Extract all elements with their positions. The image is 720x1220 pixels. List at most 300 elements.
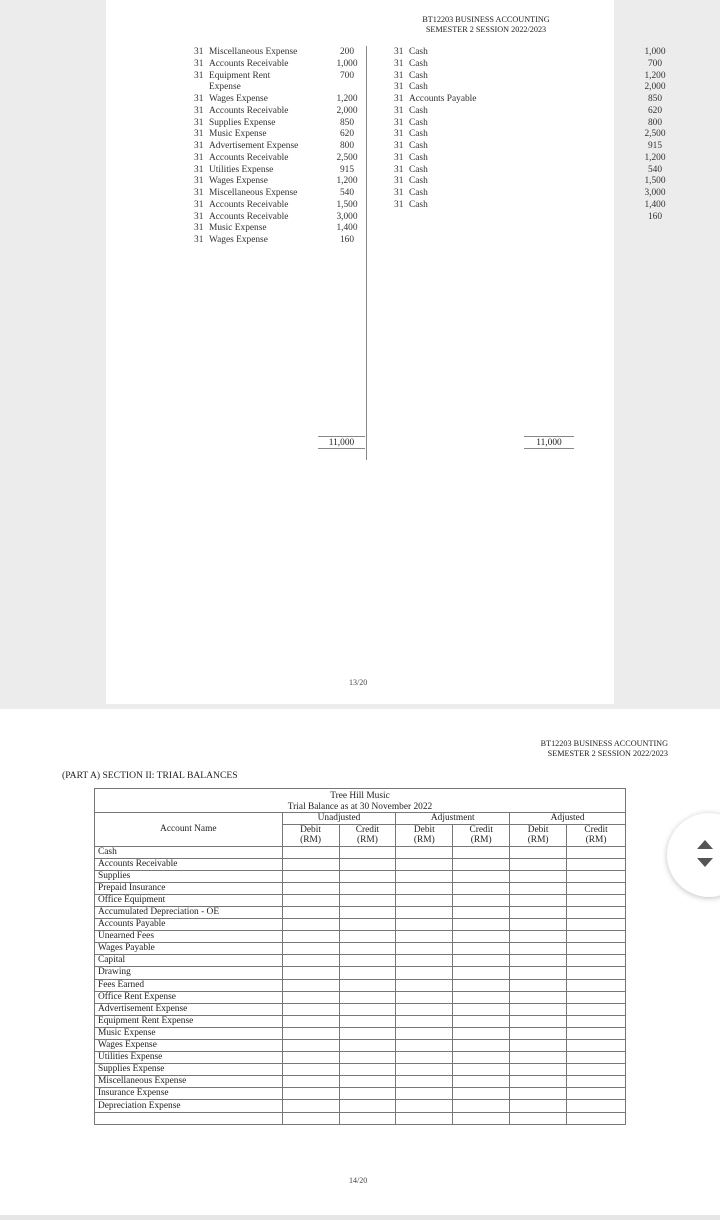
amount-cell[interactable]	[453, 906, 510, 918]
amount-cell[interactable]	[396, 967, 453, 979]
amount-cell[interactable]	[282, 870, 339, 882]
header-session: SEMESTER 2 SESSION 2022/2023	[425, 25, 547, 34]
table-row	[95, 1027, 626, 1039]
amount-cell[interactable]	[339, 943, 396, 955]
amount-cell[interactable]	[282, 1112, 339, 1124]
amount-cell[interactable]	[510, 919, 567, 931]
amount-cell[interactable]	[282, 846, 339, 858]
amount-cell[interactable]	[396, 894, 453, 906]
account-name-cell: Depreciation Expense	[95, 1100, 283, 1112]
amount-cell[interactable]	[453, 1052, 510, 1064]
ledger-entry	[194, 223, 374, 235]
entry-amount: 1,500	[336, 199, 358, 210]
table-row	[95, 919, 626, 931]
amount-cell[interactable]	[453, 870, 510, 882]
amount-cell[interactable]	[339, 1015, 396, 1027]
amount-cell[interactable]	[567, 1003, 626, 1015]
table-row	[95, 858, 626, 870]
entry-account: Cash	[409, 70, 428, 81]
amount-cell[interactable]	[282, 1076, 339, 1088]
amount-cell[interactable]	[567, 943, 626, 955]
table-row	[95, 979, 626, 991]
account-name-cell: Miscellaneous Expense	[95, 1076, 283, 1088]
amount-cell[interactable]	[339, 906, 396, 918]
account-name-cell: Wages Payable	[95, 943, 283, 955]
amount-cell[interactable]	[510, 906, 567, 918]
amount-cell[interactable]	[453, 1040, 510, 1052]
entry-amount: 540	[647, 164, 663, 175]
triangle-down-icon[interactable]	[697, 858, 713, 867]
ledger-divider-left	[366, 46, 367, 460]
amount-cell[interactable]	[510, 967, 567, 979]
amount-cell[interactable]	[282, 1040, 339, 1052]
ledger-entry	[394, 199, 666, 212]
entry-day: 31	[394, 188, 404, 198]
ledger-entry	[194, 47, 374, 59]
unit-label: (RM)	[527, 835, 549, 845]
amount-cell[interactable]	[510, 943, 567, 955]
ledger-entry	[394, 211, 663, 224]
amount-cell[interactable]	[510, 1100, 567, 1112]
account-name-cell: Fees Earned	[95, 979, 283, 991]
amount-cell[interactable]	[510, 1015, 567, 1027]
ledger-entry	[194, 153, 374, 165]
amount-cell[interactable]	[396, 1076, 453, 1088]
amount-cell[interactable]	[510, 894, 567, 906]
debit-label: Debit	[300, 824, 321, 835]
entry-account: Accounts Payable	[409, 94, 477, 104]
ledger-entry	[194, 106, 374, 118]
ledger-entry	[394, 129, 666, 141]
entry-day: 31	[194, 199, 204, 210]
account-name-cell: Prepaid Insurance	[95, 882, 283, 894]
ledger-entry	[394, 164, 663, 177]
amount-cell[interactable]	[339, 1088, 396, 1100]
table-row	[95, 1064, 626, 1076]
credit-label: Credit	[584, 824, 608, 835]
entry-account: Cash	[409, 141, 428, 151]
entry-day: 31	[194, 211, 204, 222]
ledger-debit-side	[194, 47, 374, 247]
amount-cell[interactable]	[396, 1112, 453, 1124]
amount-cell[interactable]	[339, 967, 396, 979]
amount-cell[interactable]	[339, 858, 396, 870]
header-session: SEMESTER 2 SESSION 2022/2023	[547, 749, 668, 758]
entry-amount: 1,200	[336, 94, 358, 104]
entry-day: 31	[194, 176, 204, 187]
entry-account: Cash	[409, 82, 428, 93]
amount-cell[interactable]	[339, 1040, 396, 1052]
entry-day: 31	[194, 129, 204, 140]
amount-cell[interactable]	[396, 1027, 453, 1039]
amount-cell[interactable]	[339, 1100, 396, 1112]
document-page-14	[0, 709, 720, 1215]
entry-account: Expense	[209, 82, 241, 93]
amount-cell[interactable]	[567, 846, 626, 858]
account-name-cell: Music Expense	[95, 1027, 283, 1039]
amount-cell[interactable]	[510, 1040, 567, 1052]
amount-cell[interactable]	[453, 919, 510, 931]
ledger-entry	[194, 129, 374, 141]
entry-account: Advertisement Expense	[209, 141, 299, 151]
amount-cell[interactable]	[567, 919, 626, 931]
entry-amount: 2,000	[644, 82, 666, 93]
entry-day: 31	[194, 47, 204, 57]
amount-cell[interactable]	[339, 1027, 396, 1039]
ledger-entry	[194, 200, 374, 212]
amount-cell[interactable]	[396, 919, 453, 931]
entry-account: Accounts Receivable	[209, 211, 289, 222]
page-number: 14/20	[349, 1176, 368, 1185]
group-header-adjustment: Adjustment	[396, 813, 510, 825]
credit-rm-header	[339, 824, 396, 846]
ledger-total-left: 11,000	[318, 436, 365, 449]
amount-cell[interactable]	[453, 1088, 510, 1100]
amount-cell[interactable]	[339, 991, 396, 1003]
credit-label: Credit	[355, 824, 380, 835]
account-name-cell: Advertisement Expense	[95, 1003, 283, 1015]
entry-amount: 1,400	[336, 223, 358, 234]
amount-cell[interactable]	[453, 882, 510, 894]
entry-amount: 160	[647, 211, 663, 222]
entry-day: 31	[394, 152, 404, 163]
table-row	[95, 991, 626, 1003]
account-name-cell: Unearned Fees	[95, 931, 283, 943]
amount-cell[interactable]	[282, 991, 339, 1003]
amount-cell[interactable]	[282, 1088, 339, 1100]
account-name-cell: Accumulated Depreciation - OE	[95, 906, 283, 918]
table-row	[95, 1076, 626, 1088]
amount-cell[interactable]	[453, 1112, 510, 1124]
entry-account: Accounts Receivable	[209, 152, 289, 163]
amount-cell[interactable]	[282, 882, 339, 894]
amount-cell[interactable]	[567, 1015, 626, 1027]
account-name-cell	[95, 1112, 283, 1124]
amount-cell[interactable]	[282, 894, 339, 906]
entry-account: Cash	[409, 58, 428, 69]
amount-cell[interactable]	[339, 1052, 396, 1064]
page-number: 13/20	[349, 678, 368, 687]
entry-amount: 1,200	[644, 70, 666, 81]
group-header-unadjusted: Unadjusted	[282, 813, 396, 825]
amount-cell[interactable]	[339, 919, 396, 931]
amount-cell[interactable]	[567, 882, 626, 894]
ledger-entry	[194, 59, 374, 71]
table-row	[95, 882, 626, 894]
amount-cell[interactable]	[282, 955, 339, 967]
ledger-entry	[194, 94, 374, 106]
amount-cell[interactable]	[282, 967, 339, 979]
amount-cell[interactable]	[567, 894, 626, 906]
amount-cell[interactable]	[396, 991, 453, 1003]
entry-account: Wages Expense	[209, 94, 268, 104]
ledger-entry	[194, 212, 374, 224]
ledger-total-right: 11,000	[524, 436, 574, 449]
entry-amount: 800	[647, 117, 663, 128]
amount-cell[interactable]	[453, 894, 510, 906]
amount-cell[interactable]	[510, 870, 567, 882]
amount-cell[interactable]	[396, 1100, 453, 1112]
amount-cell[interactable]	[282, 1027, 339, 1039]
entry-amount: 700	[339, 70, 355, 81]
account-name-cell: Capital	[95, 955, 283, 967]
amount-cell[interactable]	[453, 1100, 510, 1112]
entry-account: Music Expense	[209, 223, 267, 234]
entry-day: 31	[194, 164, 204, 175]
entry-account: Cash	[409, 117, 428, 128]
amount-cell[interactable]	[567, 870, 626, 882]
ledger-entry	[394, 58, 663, 71]
amount-cell[interactable]	[510, 882, 567, 894]
amount-cell[interactable]	[396, 882, 453, 894]
account-name-cell: Utilities Expense	[95, 1052, 283, 1064]
ledger-entry	[394, 82, 666, 94]
entry-day: 31	[194, 105, 204, 116]
amount-cell[interactable]	[510, 955, 567, 967]
amount-cell[interactable]	[510, 1003, 567, 1015]
amount-cell[interactable]	[282, 858, 339, 870]
account-name-cell: Drawing	[95, 967, 283, 979]
table-row	[95, 955, 626, 967]
header-course: BT12203 BUSINESS ACCOUNTING	[540, 739, 668, 748]
amount-cell[interactable]	[453, 955, 510, 967]
amount-cell[interactable]	[282, 1003, 339, 1015]
entry-day: 31	[194, 188, 204, 198]
ledger-entry	[194, 82, 374, 94]
credit-rm-header	[567, 824, 626, 846]
amount-cell[interactable]	[510, 979, 567, 991]
amount-cell[interactable]	[510, 1064, 567, 1076]
amount-cell[interactable]	[339, 894, 396, 906]
triangle-up-icon[interactable]	[697, 840, 713, 849]
amount-cell[interactable]	[510, 931, 567, 943]
amount-cell[interactable]	[453, 1076, 510, 1088]
amount-cell[interactable]	[510, 846, 567, 858]
amount-cell[interactable]	[396, 906, 453, 918]
debit-rm-header	[510, 824, 567, 846]
unit-label: (RM)	[357, 835, 378, 845]
entry-day: 31	[394, 58, 404, 69]
amount-cell[interactable]	[339, 1003, 396, 1015]
account-name-cell: Wages Expense	[95, 1040, 283, 1052]
entry-account: Cash	[409, 188, 428, 198]
entry-amount: 915	[339, 164, 355, 175]
amount-cell[interactable]	[510, 1112, 567, 1124]
amount-cell[interactable]	[510, 1027, 567, 1039]
entry-account: Cash	[409, 47, 428, 57]
document-page-13	[106, 0, 666, 704]
table-row	[95, 1015, 626, 1027]
amount-cell[interactable]	[339, 1064, 396, 1076]
amount-cell[interactable]	[339, 1112, 396, 1124]
ledger-entry	[194, 71, 374, 83]
amount-cell[interactable]	[282, 931, 339, 943]
amount-cell[interactable]	[396, 870, 453, 882]
amount-cell[interactable]	[282, 1100, 339, 1112]
amount-cell[interactable]	[567, 991, 626, 1003]
amount-cell[interactable]	[453, 931, 510, 943]
amount-cell[interactable]	[510, 858, 567, 870]
amount-cell[interactable]	[339, 979, 396, 991]
amount-cell[interactable]	[567, 1100, 626, 1112]
amount-cell[interactable]	[282, 943, 339, 955]
amount-cell[interactable]	[567, 979, 626, 991]
amount-cell[interactable]	[567, 955, 626, 967]
amount-cell[interactable]	[453, 967, 510, 979]
amount-cell[interactable]	[567, 1064, 626, 1076]
amount-cell[interactable]	[396, 1088, 453, 1100]
entry-day: 31	[194, 70, 204, 81]
entry-day: 31	[194, 152, 204, 163]
entry-account: Equipment Rent	[209, 70, 271, 81]
amount-cell[interactable]	[453, 858, 510, 870]
amount-cell[interactable]	[396, 943, 453, 955]
entry-account: Cash	[409, 199, 428, 210]
table-row	[95, 943, 626, 955]
entry-amount: 2,000	[336, 105, 358, 116]
unit-label: (RM)	[470, 835, 492, 845]
amount-cell[interactable]	[396, 1052, 453, 1064]
entry-account: Cash	[409, 176, 428, 187]
unit-label: (RM)	[300, 835, 321, 845]
entry-day: 31	[394, 199, 404, 210]
amount-cell[interactable]	[339, 931, 396, 943]
amount-cell[interactable]	[510, 1076, 567, 1088]
entry-amount: 620	[339, 129, 355, 140]
amount-cell[interactable]	[453, 1027, 510, 1039]
table-row	[95, 1003, 626, 1015]
entry-amount: 1,500	[644, 176, 666, 187]
amount-cell[interactable]	[567, 858, 626, 870]
ledger-entry	[394, 152, 666, 165]
entry-amount: 160	[339, 235, 355, 245]
entry-day: 31	[194, 94, 204, 104]
amount-cell[interactable]	[396, 846, 453, 858]
amount-cell[interactable]	[567, 1027, 626, 1039]
amount-cell[interactable]	[567, 931, 626, 943]
page-header	[518, 739, 668, 759]
ledger-entry	[194, 118, 374, 130]
amount-cell[interactable]	[282, 919, 339, 931]
credit-label: Credit	[469, 824, 493, 835]
amount-cell[interactable]	[453, 991, 510, 1003]
entry-amount: 1,000	[336, 58, 358, 69]
amount-cell[interactable]	[567, 1112, 626, 1124]
entry-account: Music Expense	[209, 129, 267, 140]
amount-cell[interactable]	[567, 906, 626, 918]
account-name-header: Account Name	[95, 813, 283, 847]
amount-cell[interactable]	[453, 846, 510, 858]
entry-amount: 1,000	[644, 47, 666, 57]
trial-balance-table	[94, 788, 626, 1125]
group-header-adjusted: Adjusted	[510, 813, 626, 825]
entry-amount: 200	[339, 47, 355, 57]
table-row	[95, 1088, 626, 1100]
debit-label: Debit	[527, 824, 549, 835]
amount-cell[interactable]	[396, 1003, 453, 1015]
amount-cell[interactable]	[282, 1064, 339, 1076]
amount-cell[interactable]	[396, 1015, 453, 1027]
amount-cell[interactable]	[282, 979, 339, 991]
table-row	[95, 906, 626, 918]
table-row	[95, 894, 626, 906]
amount-cell[interactable]	[453, 1015, 510, 1027]
amount-cell[interactable]	[567, 967, 626, 979]
amount-cell[interactable]	[339, 1076, 396, 1088]
amount-cell[interactable]	[339, 870, 396, 882]
amount-cell[interactable]	[339, 882, 396, 894]
entry-account: Utilities Expense	[209, 164, 274, 175]
entry-amount: 3,000	[644, 188, 666, 198]
entry-amount: 1,200	[644, 152, 666, 163]
amount-cell[interactable]	[510, 991, 567, 1003]
entry-amount: 1,400	[644, 199, 666, 210]
page-header	[406, 15, 566, 35]
entry-amount: 3,000	[336, 211, 358, 222]
amount-cell[interactable]	[396, 931, 453, 943]
credit-rm-header	[453, 824, 510, 846]
entry-amount: 2,500	[644, 129, 666, 140]
entry-day: 31	[394, 105, 404, 116]
amount-cell[interactable]	[510, 1088, 567, 1100]
amount-cell[interactable]	[453, 943, 510, 955]
table-row	[95, 1052, 626, 1064]
amount-cell[interactable]	[396, 979, 453, 991]
amount-cell[interactable]	[396, 858, 453, 870]
amount-cell[interactable]	[396, 1064, 453, 1076]
entry-amount: 1,200	[336, 176, 358, 187]
table-row	[95, 1112, 626, 1124]
account-name-cell: Equipment Rent Expense	[95, 1015, 283, 1027]
entry-account: Cash	[409, 164, 428, 175]
entry-day: 31	[394, 129, 404, 140]
table-row	[95, 931, 626, 943]
entry-account: Miscellaneous Expense	[209, 188, 298, 198]
amount-cell[interactable]	[282, 906, 339, 918]
entry-amount: 850	[647, 94, 663, 104]
amount-cell[interactable]	[282, 1015, 339, 1027]
entry-day: 31	[394, 117, 404, 128]
amount-cell[interactable]	[567, 1076, 626, 1088]
header-course: BT12203 BUSINESS ACCOUNTING	[422, 15, 550, 24]
ledger-entry	[394, 105, 663, 118]
entry-day: 31	[394, 176, 404, 187]
account-name-cell: Cash	[95, 846, 283, 858]
amount-cell[interactable]	[453, 979, 510, 991]
amount-cell[interactable]	[339, 846, 396, 858]
ledger-entry	[394, 117, 663, 130]
amount-cell[interactable]	[282, 1052, 339, 1064]
entry-account: Accounts Receivable	[209, 105, 289, 116]
ledger-entry	[394, 188, 666, 200]
entry-day: 31	[194, 235, 204, 245]
entry-day: 31	[394, 94, 404, 104]
amount-cell[interactable]	[567, 1088, 626, 1100]
table-row	[95, 1100, 626, 1112]
amount-cell[interactable]	[339, 955, 396, 967]
debit-rm-header	[396, 824, 453, 846]
amount-cell[interactable]	[396, 955, 453, 967]
ledger-entry	[194, 165, 374, 177]
page-navigation-button[interactable]	[667, 813, 720, 897]
amount-cell[interactable]	[453, 1064, 510, 1076]
amount-cell[interactable]	[453, 1003, 510, 1015]
amount-cell[interactable]	[567, 1040, 626, 1052]
amount-cell[interactable]	[396, 1040, 453, 1052]
amount-cell[interactable]	[510, 1052, 567, 1064]
ledger-entry	[194, 176, 374, 188]
amount-cell[interactable]	[567, 1052, 626, 1064]
